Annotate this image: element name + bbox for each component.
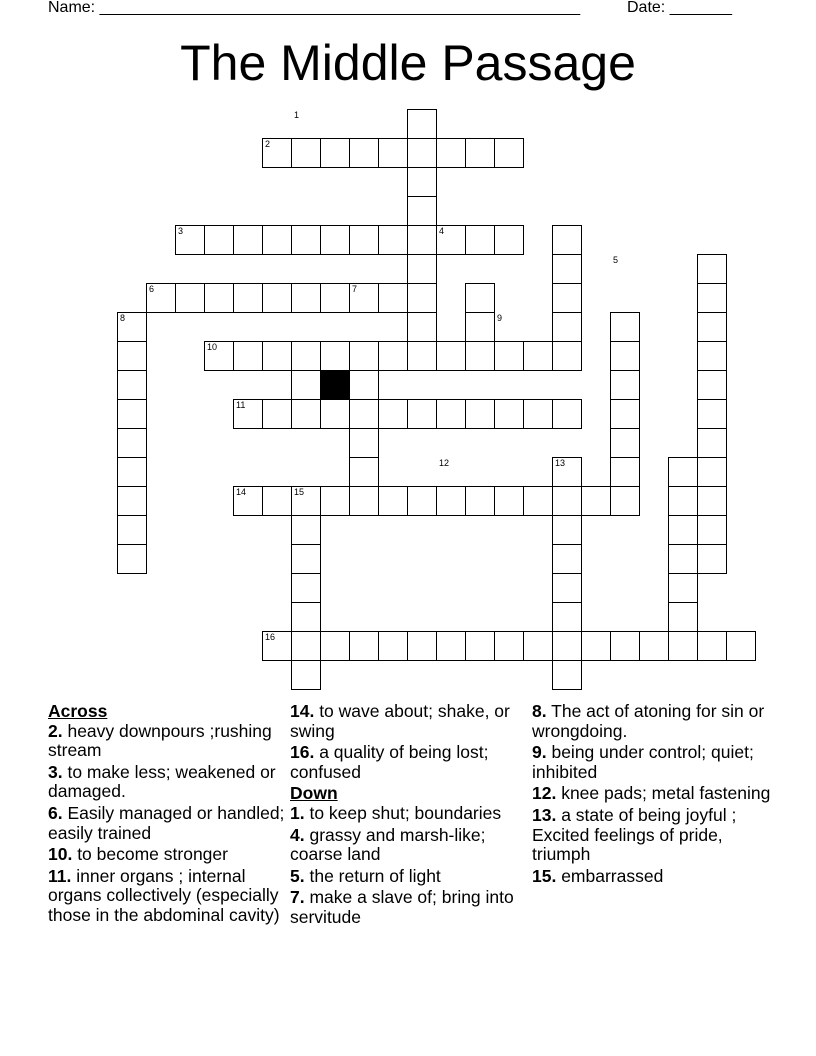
- grid-cell[interactable]: [117, 341, 147, 371]
- grid-cell[interactable]: [291, 631, 321, 661]
- grid-cell[interactable]: [349, 370, 379, 400]
- grid-cell[interactable]: [465, 486, 495, 516]
- grid-cell[interactable]: [552, 254, 582, 284]
- grid-cell[interactable]: [610, 370, 640, 400]
- grid-cell[interactable]: [349, 486, 379, 516]
- grid-cell[interactable]: [494, 399, 524, 429]
- down-clue: [532, 702, 772, 741]
- grid-cell[interactable]: [262, 225, 292, 255]
- clue-text: the return of light: [304, 865, 441, 886]
- grid-cell[interactable]: [697, 399, 727, 429]
- down-clue: [532, 867, 772, 887]
- grid-cell[interactable]: [610, 428, 640, 458]
- grid-cell[interactable]: [291, 283, 321, 313]
- down-clue: [290, 867, 526, 887]
- grid-cell[interactable]: [668, 631, 698, 661]
- grid-black-cell: [320, 370, 350, 400]
- grid-cell[interactable]: [349, 138, 379, 168]
- clue-number: 13.: [532, 804, 557, 825]
- grid-cell[interactable]: [291, 660, 321, 690]
- clue-text: a state of being joyful ; Excited feelings of pride, triumph: [532, 804, 737, 865]
- clue-number-label: 8: [120, 313, 126, 323]
- grid-cell[interactable]: [465, 225, 495, 255]
- grid-cell[interactable]: [610, 631, 640, 661]
- down-clue: [290, 804, 526, 824]
- grid-cell[interactable]: [291, 602, 321, 632]
- clue-text: grassy and marsh-like; coarse land: [290, 824, 486, 865]
- grid-cell[interactable]: [407, 631, 437, 661]
- grid-cell[interactable]: [697, 486, 727, 516]
- clue-text: embarrassed: [556, 865, 664, 886]
- down-clue: [290, 888, 526, 927]
- clue-number-label: 10: [207, 342, 218, 352]
- clue-number-label: 11: [236, 400, 246, 410]
- grid-cell[interactable]: [494, 225, 524, 255]
- across-clue: [48, 722, 288, 761]
- across-clue: [290, 743, 526, 782]
- grid-cell[interactable]: [117, 544, 147, 574]
- grid-cell[interactable]: [552, 341, 582, 371]
- grid-cell[interactable]: [407, 138, 437, 168]
- clue-number: 15.: [532, 865, 557, 886]
- grid-cell[interactable]: [204, 283, 234, 313]
- grid-cell[interactable]: [697, 283, 727, 313]
- down-clue: [532, 784, 772, 804]
- clue-number-label: 1: [294, 110, 300, 120]
- grid-cell[interactable]: [610, 399, 640, 429]
- grid-cell[interactable]: [407, 312, 437, 342]
- grid-cell[interactable]: [552, 515, 582, 545]
- grid-cell[interactable]: [117, 428, 147, 458]
- clue-number-label: 2: [265, 139, 271, 149]
- grid-cell[interactable]: [581, 631, 611, 661]
- grid-cell[interactable]: [494, 138, 524, 168]
- clue-number-label: 3: [178, 226, 184, 236]
- grid-cell[interactable]: [291, 515, 321, 545]
- across-clue: [48, 845, 288, 865]
- grid-cell[interactable]: [494, 486, 524, 516]
- grid-cell[interactable]: [523, 631, 553, 661]
- grid-cell[interactable]: [320, 225, 350, 255]
- grid-cell[interactable]: [291, 544, 321, 574]
- grid-cell[interactable]: [581, 486, 611, 516]
- down-clue: [532, 806, 772, 865]
- grid-cell[interactable]: [465, 631, 495, 661]
- clue-text: being under control; quiet; inhibited: [532, 742, 754, 782]
- grid-cell[interactable]: [349, 225, 379, 255]
- grid-cell[interactable]: [291, 370, 321, 400]
- clue-number: 5.: [290, 865, 305, 886]
- grid-cell[interactable]: [668, 515, 698, 545]
- clue-number: 9.: [532, 742, 547, 763]
- grid-cell[interactable]: [320, 399, 350, 429]
- grid-cell[interactable]: [378, 486, 408, 516]
- grid-cell[interactable]: [407, 341, 437, 371]
- grid-cell[interactable]: [117, 486, 147, 516]
- grid-cell[interactable]: [262, 341, 292, 371]
- grid-cell[interactable]: [320, 631, 350, 661]
- clue-number: 7.: [290, 887, 305, 908]
- puzzle-title: The Middle Passage: [180, 35, 636, 91]
- grid-cell[interactable]: [233, 341, 263, 371]
- grid-cell[interactable]: [233, 283, 263, 313]
- clue-text: to keep shut; boundaries: [304, 802, 502, 823]
- grid-cell[interactable]: [320, 283, 350, 313]
- grid-cell[interactable]: [668, 602, 698, 632]
- grid-cell[interactable]: [407, 283, 437, 313]
- grid-cell[interactable]: [378, 341, 408, 371]
- clue-number: 12.: [532, 783, 557, 804]
- grid-cell[interactable]: [465, 399, 495, 429]
- grid-cell[interactable]: [668, 486, 698, 516]
- clue-number-label: 15: [294, 487, 305, 497]
- grid-cell[interactable]: [494, 341, 524, 371]
- grid-cell[interactable]: [552, 544, 582, 574]
- grid-cell[interactable]: [407, 225, 437, 255]
- grid-cell[interactable]: [349, 428, 379, 458]
- grid-cell[interactable]: [552, 631, 582, 661]
- clue-text: to make less; weakened or damaged.: [48, 761, 276, 802]
- grid-cell[interactable]: [233, 225, 263, 255]
- grid-cell[interactable]: [610, 486, 640, 516]
- grid-cell[interactable]: [407, 167, 437, 197]
- clue-text: inner organs ; internal organs collectively (especially those in the abdominal cavity): [48, 865, 280, 925]
- grid-cell[interactable]: [552, 486, 582, 516]
- grid-cell[interactable]: [552, 602, 582, 632]
- grid-cell[interactable]: [320, 486, 350, 516]
- clue-text: Easily managed or handled; easily trained: [48, 802, 285, 843]
- across-clue: [48, 763, 288, 802]
- grid-cell[interactable]: [697, 312, 727, 342]
- across-heading: Across: [48, 701, 108, 721]
- grid-cell[interactable]: [668, 573, 698, 603]
- grid-cell[interactable]: [697, 515, 727, 545]
- grid-cell[interactable]: [291, 573, 321, 603]
- grid-cell[interactable]: [175, 283, 205, 313]
- clue-number: 10.: [48, 844, 73, 865]
- grid-cell[interactable]: [697, 544, 727, 574]
- across-clue: [290, 702, 526, 741]
- grid-cell[interactable]: [320, 341, 350, 371]
- grid-cell[interactable]: [436, 399, 466, 429]
- grid-cell[interactable]: [726, 631, 756, 661]
- grid-cell[interactable]: [552, 399, 582, 429]
- grid-cell[interactable]: [204, 225, 234, 255]
- grid-cell[interactable]: [407, 254, 437, 284]
- grid-cell[interactable]: [436, 631, 466, 661]
- grid-cell[interactable]: [552, 573, 582, 603]
- clue-text: make a slave of; bring into servitude: [290, 887, 514, 927]
- date-field-label: Date: _______: [627, 0, 732, 16]
- clue-text: a quality of being lost; confused: [290, 742, 489, 782]
- grid-cell[interactable]: [291, 341, 321, 371]
- grid-cell[interactable]: [349, 457, 379, 487]
- down-heading: Down: [290, 783, 338, 804]
- grid-cell[interactable]: [291, 225, 321, 255]
- grid-cell[interactable]: [610, 457, 640, 487]
- grid-cell[interactable]: [552, 283, 582, 313]
- grid-cell[interactable]: [291, 399, 321, 429]
- grid-cell[interactable]: [697, 370, 727, 400]
- grid-cell[interactable]: [291, 138, 321, 168]
- clues-column-2: [290, 702, 526, 930]
- grid-cell[interactable]: [436, 341, 466, 371]
- grid-cell[interactable]: [610, 312, 640, 342]
- down-clue: [532, 743, 772, 782]
- grid-cell[interactable]: [378, 138, 408, 168]
- clue-number: 6.: [48, 802, 63, 823]
- clue-number-label: 12: [439, 458, 450, 468]
- grid-cell[interactable]: [407, 399, 437, 429]
- clue-text: knee pads; metal fastening: [556, 783, 771, 804]
- clue-number: 8.: [532, 701, 547, 721]
- clue-text: heavy downpours ;rushing stream: [48, 720, 272, 761]
- clue-number-label: 13: [555, 458, 566, 468]
- clue-number-label: 5: [613, 255, 619, 265]
- grid-cell[interactable]: [436, 138, 466, 168]
- clue-number-label: 6: [149, 284, 155, 294]
- clue-number: 2.: [48, 720, 63, 741]
- grid-cell[interactable]: [697, 254, 727, 284]
- name-field-label: Name: ______________________________________________________: [48, 0, 581, 16]
- grid-cell[interactable]: [407, 109, 437, 139]
- grid-cell[interactable]: [262, 283, 292, 313]
- clue-number: 16.: [290, 742, 315, 763]
- clues-column-3: [532, 702, 772, 888]
- grid-cell[interactable]: [552, 660, 582, 690]
- grid-cell[interactable]: [378, 283, 408, 313]
- grid-cell[interactable]: [610, 341, 640, 371]
- grid-cell[interactable]: [465, 138, 495, 168]
- grid-cell[interactable]: [668, 544, 698, 574]
- clue-number: 3.: [48, 761, 63, 782]
- clue-number-label: 9: [497, 313, 503, 323]
- clue-number-label: 4: [439, 226, 445, 236]
- clue-text: to become stronger: [72, 844, 228, 865]
- grid-cell[interactable]: [494, 631, 524, 661]
- grid-cell[interactable]: [639, 631, 669, 661]
- grid-cell[interactable]: [117, 457, 147, 487]
- clue-number-label: 14: [236, 487, 247, 497]
- grid-cell[interactable]: [552, 225, 582, 255]
- grid-cell[interactable]: [349, 631, 379, 661]
- grid-cell[interactable]: [407, 486, 437, 516]
- clue-number-label: 7: [352, 284, 358, 294]
- across-clue: [48, 804, 288, 843]
- grid-cell[interactable]: [349, 399, 379, 429]
- clue-number: 14.: [290, 701, 315, 721]
- grid-cell[interactable]: [523, 341, 553, 371]
- grid-cell[interactable]: [523, 486, 553, 516]
- grid-cell[interactable]: [668, 457, 698, 487]
- grid-cell[interactable]: [407, 196, 437, 226]
- grid-cell[interactable]: [523, 399, 553, 429]
- clue-number-label: 16: [265, 632, 276, 642]
- grid-cell[interactable]: [697, 457, 727, 487]
- across-clue: [48, 867, 288, 926]
- grid-cell[interactable]: [349, 341, 379, 371]
- grid-cell[interactable]: [378, 631, 408, 661]
- grid-cell[interactable]: [436, 486, 466, 516]
- grid-cell[interactable]: [552, 312, 582, 342]
- grid-cell[interactable]: [262, 486, 292, 516]
- grid-cell[interactable]: [697, 631, 727, 661]
- clue-number: 1.: [290, 802, 305, 823]
- clue-text: to wave about; shake, or swing: [290, 701, 510, 741]
- clue-number: 4.: [290, 824, 305, 845]
- grid-cell[interactable]: [465, 283, 495, 313]
- grid-cell[interactable]: [465, 312, 495, 342]
- clues-column-1: [48, 702, 288, 928]
- down-clue: [290, 826, 526, 865]
- clue-number: 11.: [48, 865, 72, 886]
- grid-cell[interactable]: [262, 399, 292, 429]
- grid-cell[interactable]: [117, 515, 147, 545]
- grid-cell[interactable]: [378, 225, 408, 255]
- grid-cell[interactable]: [465, 341, 495, 371]
- grid-cell[interactable]: [117, 370, 147, 400]
- grid-cell[interactable]: [117, 399, 147, 429]
- grid-cell[interactable]: [697, 428, 727, 458]
- grid-cell[interactable]: [320, 138, 350, 168]
- clue-text: The act of atoning for sin or wrongdoing.: [532, 701, 765, 741]
- grid-cell[interactable]: [378, 399, 408, 429]
- grid-cell[interactable]: [697, 341, 727, 371]
